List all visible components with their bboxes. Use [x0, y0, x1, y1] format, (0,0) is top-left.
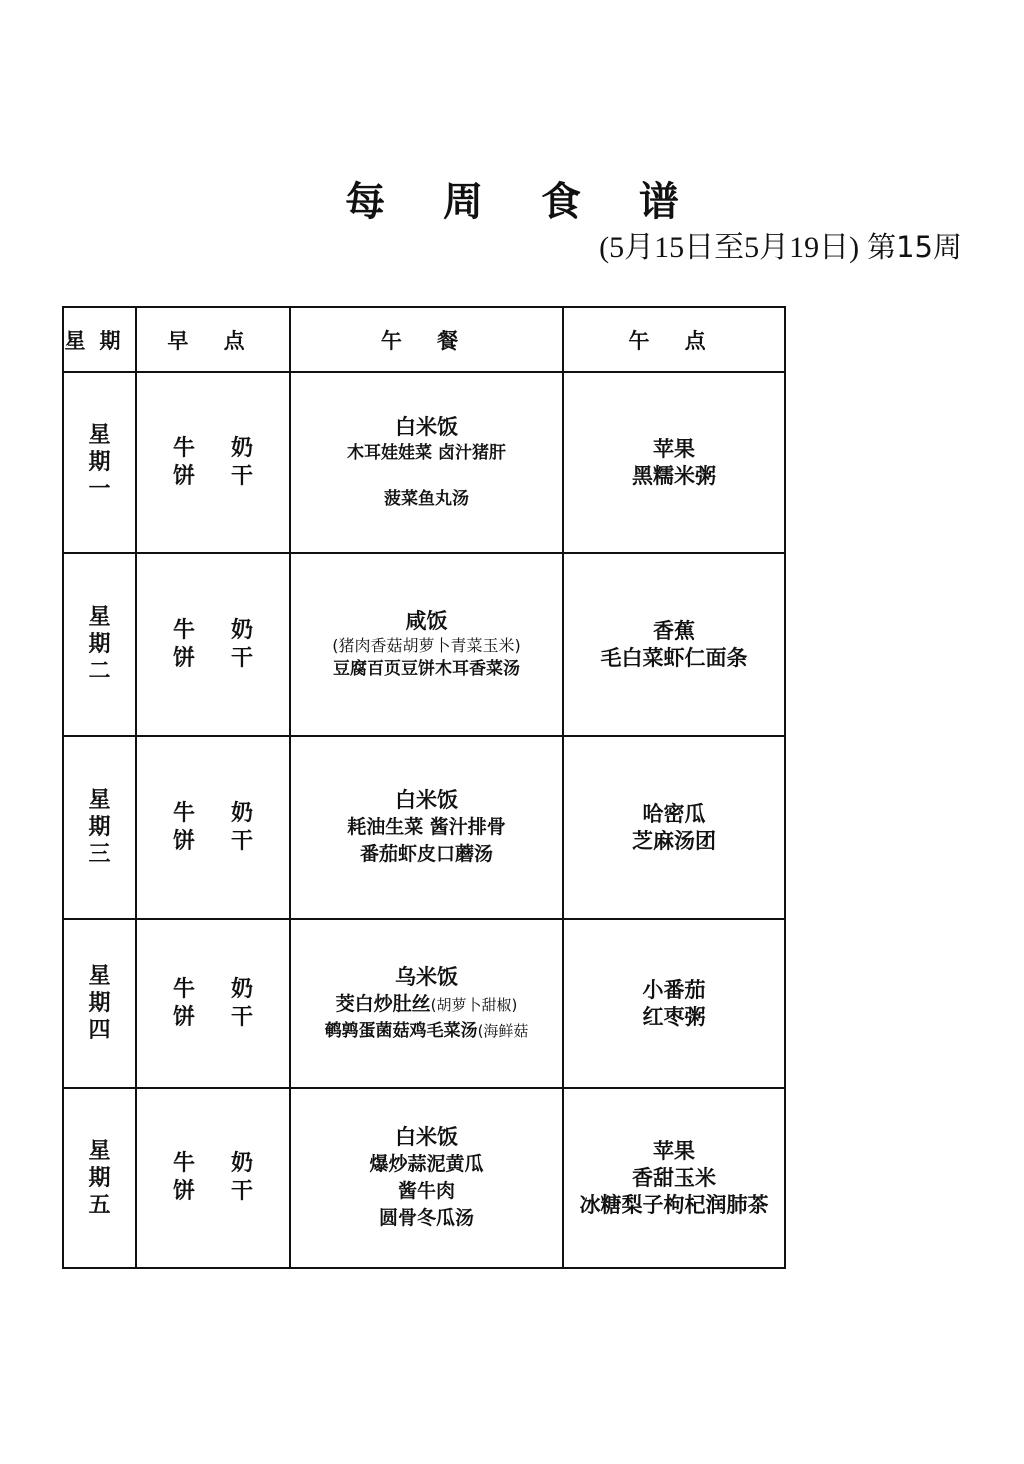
table-row	[63, 553, 785, 736]
date-range-subtitle	[599, 222, 962, 266]
day-cell: 星 期 一	[63, 372, 136, 553]
lunch-cell: 白米饭 木耳娃娃菜 卤汁猪肝 菠菜鱼丸汤	[290, 372, 563, 553]
table-row	[63, 919, 785, 1088]
breakfast-cell: 牛 奶 饼 干	[136, 1088, 290, 1268]
header-snack: 午 点	[563, 307, 785, 372]
week-number: 第15周	[867, 230, 962, 264]
header-day: 星期	[63, 307, 136, 372]
breakfast-cell: 牛 奶 饼 干	[136, 736, 290, 919]
lunch-cell: 白米饭 耗油生菜 酱汁排骨 番茄虾皮口蘑汤	[290, 736, 563, 919]
header-breakfast: 早 点	[136, 307, 290, 372]
weekly-menu-table	[62, 306, 786, 1269]
day-cell: 星 期 三	[63, 736, 136, 919]
date-range: (5月15日至5月19日)	[599, 231, 860, 264]
breakfast-cell: 牛 奶 饼 干	[136, 553, 290, 736]
breakfast-cell: 牛 奶 饼 干	[136, 919, 290, 1088]
lunch-cell: 乌米饭 茭白炒肚丝(胡萝卜甜椒) 鹌鹑蛋菌菇鸡毛菜汤(海鲜菇	[290, 919, 563, 1088]
table-row	[63, 372, 785, 553]
lunch-cell: 咸饭 (猪肉香菇胡萝卜青菜玉米) 豆腐百页豆饼木耳香菜汤	[290, 553, 563, 736]
lunch-cell: 白米饭 爆炒蒜泥黄瓜 酱牛肉 圆骨冬瓜汤	[290, 1088, 563, 1268]
breakfast-cell: 牛 奶 饼 干	[136, 372, 290, 553]
day-cell: 星 期 四	[63, 919, 136, 1088]
snack-cell: 香蕉 毛白菜虾仁面条	[563, 553, 785, 736]
snack-cell: 小番茄 红枣粥	[563, 919, 785, 1088]
snack-cell: 哈密瓜 芝麻汤团	[563, 736, 785, 919]
snack-cell: 苹果 黑糯米粥	[563, 372, 785, 553]
snack-cell: 苹果 香甜玉米 冰糖梨子枸杞润肺茶	[563, 1088, 785, 1268]
table-row	[63, 1088, 785, 1268]
table-row	[63, 736, 785, 919]
day-cell: 星 期 五	[63, 1088, 136, 1268]
header-lunch: 午 餐	[290, 307, 563, 372]
header-row	[63, 307, 785, 372]
page-title: 每 周 食 谱	[345, 179, 701, 225]
day-cell: 星 期 二	[63, 553, 136, 736]
